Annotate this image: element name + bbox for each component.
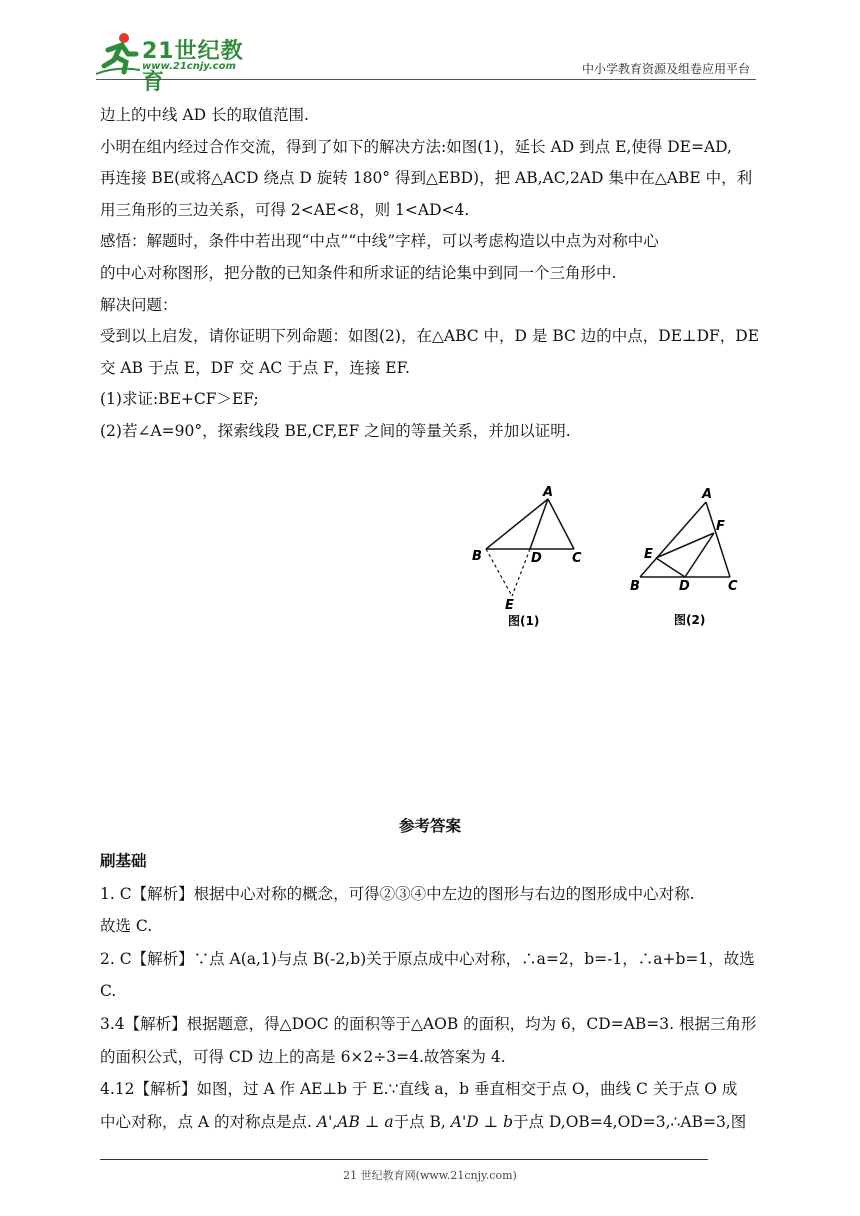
footer-divider [100,1159,708,1160]
fig1-label-e: E [505,598,514,613]
fig1-label-d: D [531,551,542,566]
fig1-label-b: B [472,549,482,564]
answer-line: 3.4【解析】根据题意，得△DOC 的面积等于△AOB 的面积，均为 6，CD=AB=3. 根据三角形 [100,1014,757,1033]
header-divider [96,79,756,80]
problem-line: 小明在组内经过合作交流，得到了如下的解决方法:如图(1)，延长 AD 到点 E,使得 DE=AD, [100,137,732,156]
fig1-label-c: C [572,551,582,566]
fig2-label-f: F [716,519,725,534]
answer-text: 中心对称，点 A 的对称点是点. [100,1112,312,1131]
fig2-label-d: D [679,579,690,594]
problem-line: 受到以上启发，请你证明下列命题：如图(2)，在△ABC 中，D 是 BC 边的中点，DE⊥DF，DE [100,327,760,346]
problem-line: 用三角形的三边关系，可得 2<AE<8，则 1<AD<4. [100,200,470,219]
figures-svg [468,482,748,632]
answers-title: 参考答案 [398,816,461,835]
problem-line: 再连接 BE(或将△ACD 绕点 D 旋转 180° 得到△EBD)，把 AB,AC,2AD 集中在△ABE 中，利 [100,169,753,188]
fig2-label-b: B [630,579,640,594]
answer-line: 2. C【解析】∵点 A(a,1)与点 B(-2,b)关于原点成中心对称，∴a=2，b=-1，∴a+b=1，故选 [100,949,755,968]
answer-line: 的面积公式，可得 CD 边上的高是 6×2÷3=4.故答案为 4. [100,1047,506,1066]
logo-text: 21世纪教育 [142,39,244,95]
fig2-caption: 图(2) [674,613,706,627]
problem-line: 交 AB 于点 E，DF 交 AC 于点 F，连接 EF. [100,358,410,377]
runner-logo-icon [96,30,140,76]
problem-line: 解决问题： [100,295,178,314]
answer-line: 故选 C. [100,917,153,936]
answer-text: 于点 D,OB=4,OD=3,∴AB=3,图 [513,1112,747,1131]
site-logo [96,30,266,95]
problem-text [100,100,768,448]
answers-section: 刷基础 [100,851,147,870]
page-header [96,30,756,95]
problem-line: 边上的中线 AD 长的取值范围. [100,106,309,124]
geometry-figures [468,482,748,632]
answer-line-last [100,1106,768,1139]
answers-text [100,845,768,1138]
fig2-label-a: A [702,487,713,502]
math-expression: A'D ⊥ b [450,1112,513,1131]
fig2-label-e: E [644,547,653,562]
figure-2 [630,487,738,627]
figure-1 [472,485,582,628]
answer-line: 4.12【解析】如图，过 A 作 AE⊥b 于 E.∵直线 a，b 垂直相交于点 O，曲线 C 关于点 O 成 [100,1080,738,1099]
fig2-label-c: C [728,579,738,594]
logo-url: www.21cnjy.com [142,61,236,72]
problem-line: 感悟：解题时，条件中若出现“中点”“中线”字样，可以考虑构造以中点为对称中心 [100,232,659,251]
problem-line: 的中心对称图形，把分散的已知条件和所求证的结论集中到同一个三角形中. [100,263,617,282]
problem-line: (1)求证:BE+CF＞EF; [100,390,259,409]
fig1-caption: 图(1) [508,614,540,628]
problem-line: (2)若∠A=90°，探索线段 BE,CF,EF 之间的等量关系，并加以证明. [100,421,571,440]
platform-name: 中小学教育资源及组卷应用平台 [581,62,750,76]
answer-line: C. [100,982,117,1001]
footer-text: 21 世纪教育网(www.21cnjy.com) [343,1169,517,1182]
fig1-label-a: A [543,485,554,500]
answer-line: 1. C【解析】根据中心对称的概念，可得②③④中左边的图形与右边的图形成中心对称. [100,884,695,903]
math-expression: A',AB ⊥ a [316,1112,394,1131]
answer-text: 于点 B, [393,1112,446,1131]
